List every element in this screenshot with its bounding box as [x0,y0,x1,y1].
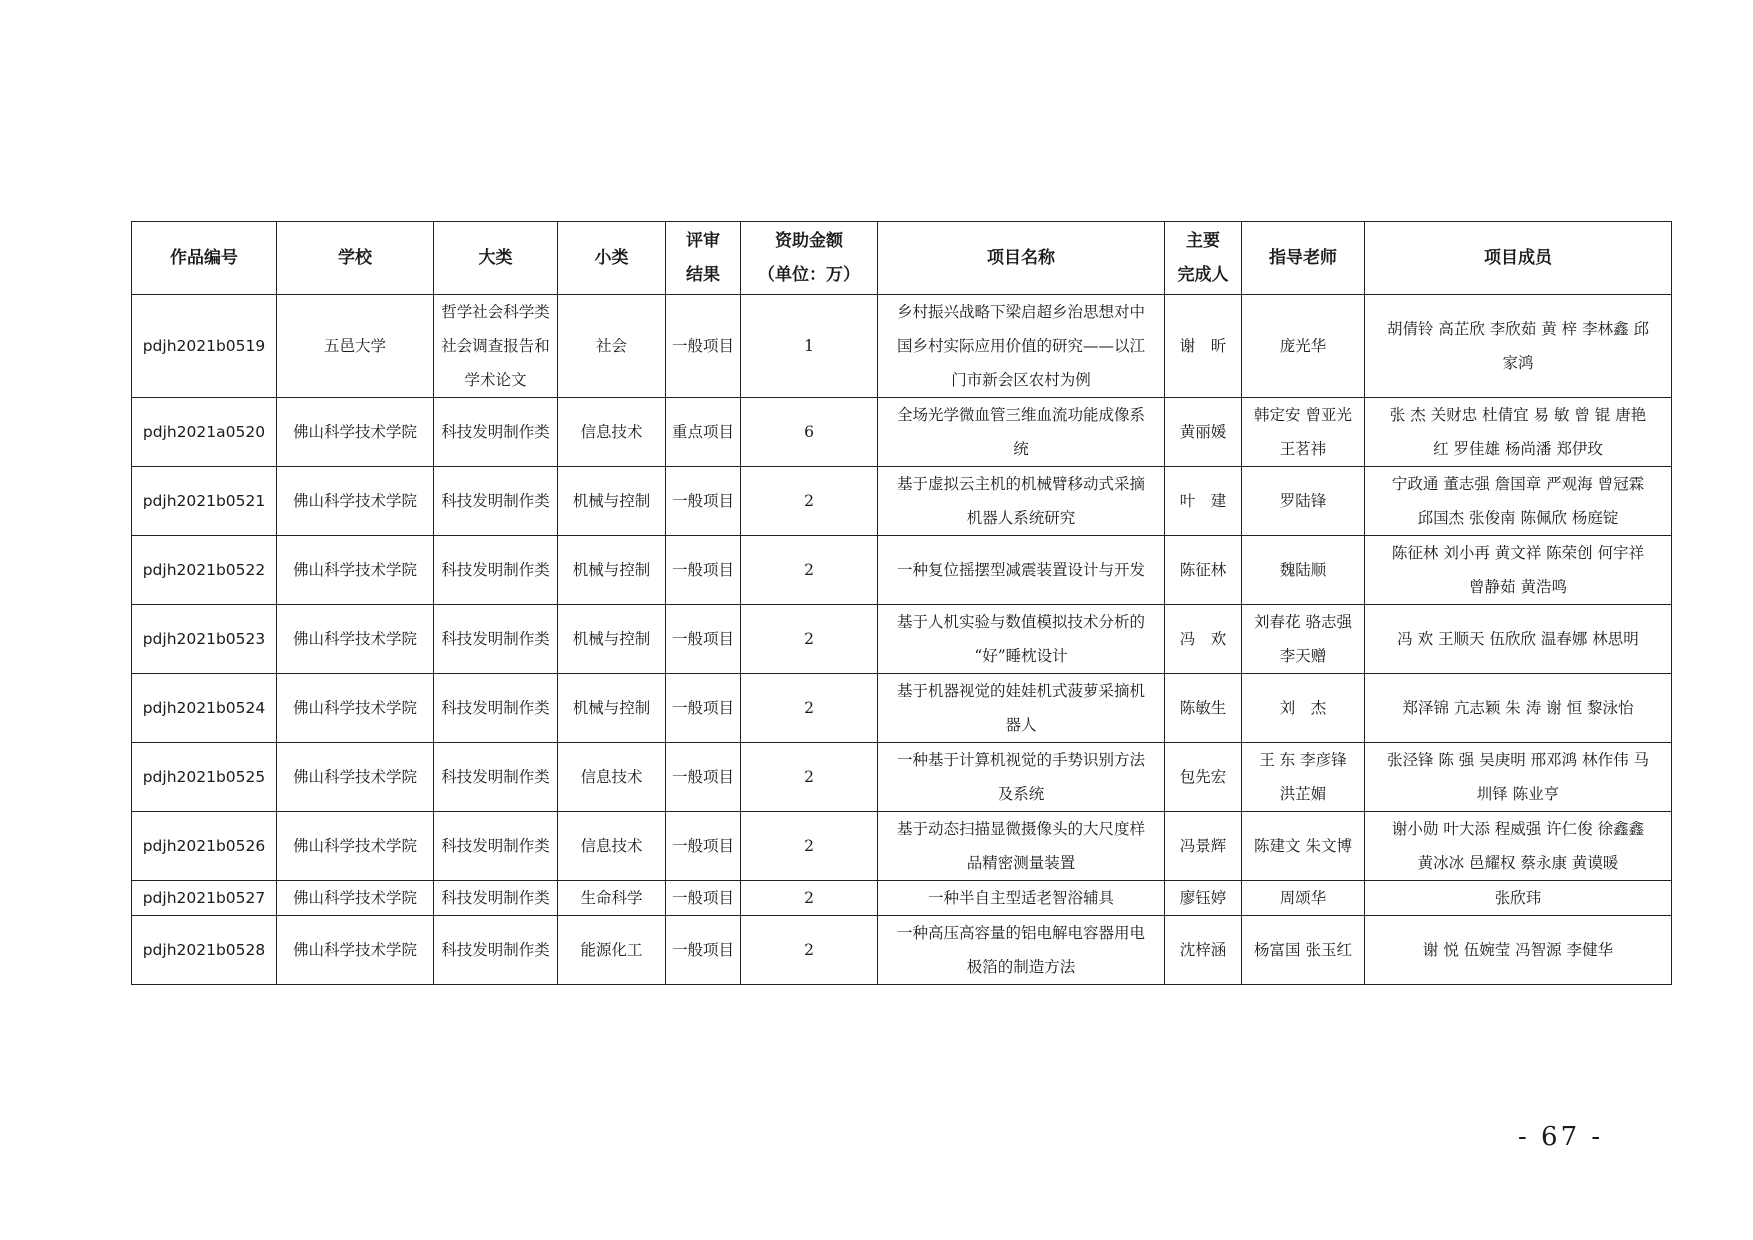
cell-amount: 2 [741,916,878,985]
cell-members [1365,674,1672,743]
table-row [132,295,1672,398]
cell-project-name [878,674,1165,743]
cell-advisor-line: 王 东 李彦锋 [1259,751,1347,769]
table-row [132,467,1672,536]
cell-category [434,295,558,398]
cell-category [434,812,558,881]
header-lead-line-2: 完成人 [1177,265,1229,285]
cell-code: pdjh2021b0523 [132,605,277,674]
cell-advisor [1242,881,1365,916]
cell-project-name-line: 品精密测量装置 [966,854,1076,872]
header-review-result [666,222,741,295]
cell-project-name-line: 一种基于计算机视觉的手势识别方法 [896,751,1145,769]
cell-school: 佛山科学技术学院 [277,605,434,674]
cell-category-line: 科技发明制作类 [441,423,550,441]
cell-members-line: 张 杰 关财忠 杜倩宜 易 敏 曾 锟 唐艳 [1389,406,1647,424]
cell-subcategory: 信息技术 [558,398,666,467]
cell-project-name-line: 乡村振兴战略下梁启超乡治思想对中 [896,303,1145,321]
cell-advisor [1242,743,1365,812]
cell-members-line: 黄冰冰 邑耀权 蔡永康 黄谟暖 [1417,854,1619,872]
cell-category [434,398,558,467]
cell-amount: 6 [741,398,878,467]
cell-review-result: 一般项目 [666,916,741,985]
cell-members [1365,812,1672,881]
cell-lead: 沈梓涵 [1165,916,1242,985]
cell-review-result: 一般项目 [666,812,741,881]
cell-lead: 冯 欢 [1165,605,1242,674]
table-row [132,536,1672,605]
cell-code: pdjh2021b0528 [132,916,277,985]
cell-category [434,881,558,916]
page-number: - 67 - [1518,1122,1604,1152]
cell-category-line: 科技发明制作类 [441,941,550,959]
cell-review-result: 一般项目 [666,881,741,916]
cell-advisor [1242,605,1365,674]
cell-category-line: 科技发明制作类 [441,889,550,907]
cell-members-line: 张欣玮 [1494,889,1542,907]
cell-amount: 2 [741,605,878,674]
header-amount [741,222,878,295]
cell-review-result: 一般项目 [666,536,741,605]
cell-project-name [878,743,1165,812]
cell-category-line: 科技发明制作类 [441,837,550,855]
cell-advisor-line: 庞光华 [1279,337,1327,355]
header-project: 项目名称 [878,222,1165,295]
cell-lead: 谢 昕 [1165,295,1242,398]
cell-code: pdjh2021b0527 [132,881,277,916]
cell-members-line: 郑泽锦 亢志颖 朱 涛 谢 恒 黎泳怡 [1402,699,1634,717]
cell-advisor [1242,295,1365,398]
cell-advisor [1242,536,1365,605]
cell-school: 佛山科学技术学院 [277,916,434,985]
cell-members [1365,743,1672,812]
cell-school: 佛山科学技术学院 [277,674,434,743]
cell-members [1365,467,1672,536]
cell-category [434,743,558,812]
cell-project-name [878,467,1165,536]
cell-project-name-line: 器人 [1005,716,1037,734]
cell-project-name [878,536,1165,605]
cell-advisor [1242,916,1365,985]
cell-advisor [1242,674,1365,743]
header-amount-line-2: （单位：万） [758,265,860,285]
cell-members [1365,605,1672,674]
header-amount-line-1: 资助金额 [775,231,843,251]
cell-category-line: 社会调查报告和 [441,337,550,355]
table-body [132,295,1672,985]
cell-advisor-line: 王茗祎 [1279,440,1327,458]
cell-members [1365,881,1672,916]
header-subcategory: 小类 [558,222,666,295]
cell-project-name-line: 基于虚拟云主机的机械臂移动式采摘 [896,475,1145,493]
header-review-line-2: 结果 [686,265,720,285]
cell-lead: 廖钰婷 [1165,881,1242,916]
cell-members-line: 宁政通 董志强 詹国章 严观海 曾冠霖 [1391,475,1645,493]
cell-code: pdjh2021b0525 [132,743,277,812]
cell-subcategory: 机械与控制 [558,605,666,674]
cell-project-name [878,812,1165,881]
cell-category [434,467,558,536]
cell-school: 佛山科学技术学院 [277,812,434,881]
cell-members-line: 圳铎 陈业亨 [1476,785,1560,803]
cell-code: pdjh2021b0522 [132,536,277,605]
grant-table [131,221,1672,985]
cell-category [434,674,558,743]
cell-project-name-line: 机器人系统研究 [966,509,1076,527]
cell-project-name-line: 一种高压高容量的铝电解电容器用电 [896,924,1145,942]
cell-review-result: 一般项目 [666,605,741,674]
header-row [132,222,1672,295]
cell-members-line: 红 罗佳雄 杨尚潘 郑伊玫 [1433,440,1603,458]
cell-members-line: 陈征林 刘小再 黄文祥 陈荣创 何宇祥 [1391,544,1645,562]
cell-school: 佛山科学技术学院 [277,467,434,536]
cell-code: pdjh2021b0521 [132,467,277,536]
cell-subcategory: 社会 [558,295,666,398]
cell-amount: 2 [741,536,878,605]
cell-project-name-line: 全场光学微血管三维血流功能成像系 [896,406,1145,424]
cell-project-name-line: 基于动态扫描显微摄像头的大尺度样 [896,820,1145,838]
cell-advisor [1242,812,1365,881]
cell-subcategory: 信息技术 [558,812,666,881]
cell-code: pdjh2021b0524 [132,674,277,743]
cell-school: 佛山科学技术学院 [277,881,434,916]
cell-review-result: 一般项目 [666,674,741,743]
cell-members-line: 冯 欢 王顺天 伍欣欣 温春娜 林思明 [1397,630,1639,648]
cell-project-name-line: 门市新会区农村为例 [951,371,1091,389]
cell-members [1365,536,1672,605]
cell-project-name [878,605,1165,674]
cell-lead: 包先宏 [1165,743,1242,812]
cell-category [434,916,558,985]
cell-advisor-line: 魏陆顺 [1279,561,1327,579]
cell-advisor [1242,467,1365,536]
cell-project-name-line: 极箔的制造方法 [966,958,1076,976]
cell-project-name-line: 基于人机实验与数值模拟技术分析的 [896,613,1145,631]
cell-advisor-line: 杨富国 张玉红 [1254,941,1352,959]
cell-category-line: 哲学社会科学类 [441,303,550,321]
cell-advisor-line: 洪芷媚 [1279,785,1327,803]
cell-project-name-line: 一种复位摇摆型减震装置设计与开发 [896,561,1145,579]
cell-advisor [1242,398,1365,467]
cell-members [1365,916,1672,985]
cell-review-result: 重点项目 [666,398,741,467]
cell-subcategory: 生命科学 [558,881,666,916]
cell-advisor-line: 刘 杰 [1279,699,1327,717]
cell-subcategory: 机械与控制 [558,674,666,743]
cell-advisor-line: 陈建文 朱文博 [1254,837,1352,855]
cell-school: 佛山科学技术学院 [277,536,434,605]
cell-members-line: 曾静茹 黄浩鸣 [1469,578,1567,596]
table-row [132,916,1672,985]
cell-category-line: 科技发明制作类 [441,699,550,717]
cell-amount: 2 [741,743,878,812]
header-lead [1165,222,1242,295]
header-members: 项目成员 [1365,222,1672,295]
table-row [132,605,1672,674]
cell-subcategory: 能源化工 [558,916,666,985]
cell-review-result: 一般项目 [666,467,741,536]
cell-members-line: 张泾锋 陈 强 吴庚明 邢邓鸿 林作伟 马 [1386,751,1650,769]
cell-subcategory: 信息技术 [558,743,666,812]
cell-lead: 叶 建 [1165,467,1242,536]
cell-amount: 2 [741,467,878,536]
cell-project-name [878,398,1165,467]
cell-project-name [878,881,1165,916]
cell-advisor-line: 韩定安 曾亚光 [1254,406,1352,424]
cell-category-line: 学术论文 [464,371,527,389]
cell-lead: 陈征林 [1165,536,1242,605]
header-review-line-1: 评审 [686,231,720,251]
header-advisor: 指导老师 [1242,222,1365,295]
cell-members-line: 家鸿 [1502,354,1534,372]
cell-code: pdjh2021b0519 [132,295,277,398]
cell-members-line: 邱国杰 张俊南 陈佩欣 杨庭锭 [1417,509,1619,527]
cell-category-line: 科技发明制作类 [441,492,550,510]
cell-school: 佛山科学技术学院 [277,743,434,812]
cell-members-line: 胡倩铃 高芷欣 李欣茹 黄 梓 李林鑫 邱 [1386,320,1650,338]
cell-amount: 2 [741,881,878,916]
cell-review-result: 一般项目 [666,743,741,812]
cell-school: 五邑大学 [277,295,434,398]
cell-category [434,605,558,674]
header-code: 作品编号 [132,222,277,295]
cell-lead: 冯景辉 [1165,812,1242,881]
cell-school: 佛山科学技术学院 [277,398,434,467]
cell-advisor-line: 刘春花 骆志强 [1254,613,1352,631]
cell-advisor-line: 李天赠 [1279,647,1327,665]
cell-code: pdjh2021b0526 [132,812,277,881]
table-row [132,881,1672,916]
header-category: 大类 [434,222,558,295]
table-row [132,812,1672,881]
cell-project-name [878,916,1165,985]
table-row [132,398,1672,467]
table-row [132,743,1672,812]
cell-members-line: 谢小勋 叶大添 程威强 许仁俊 徐鑫鑫 [1391,820,1645,838]
cell-amount: 1 [741,295,878,398]
cell-amount: 2 [741,674,878,743]
cell-members [1365,295,1672,398]
cell-advisor-line: 周颂华 [1279,889,1327,907]
table-row [132,674,1672,743]
header-school: 学校 [277,222,434,295]
cell-project-name-line: “好”睡枕设计 [974,647,1068,665]
cell-project-name-line: 及系统 [997,785,1045,803]
cell-category-line: 科技发明制作类 [441,630,550,648]
cell-project-name-line: 国乡村实际应用价值的研究——以江 [896,337,1145,355]
cell-category [434,536,558,605]
cell-members [1365,398,1672,467]
cell-project-name-line: 一种半自主型适老智浴辅具 [927,889,1114,907]
cell-project-name-line: 统 [1013,440,1029,458]
cell-project-name-line: 基于机器视觉的娃娃机式菠萝采摘机 [896,682,1145,700]
cell-amount: 2 [741,812,878,881]
cell-subcategory: 机械与控制 [558,536,666,605]
cell-category-line: 科技发明制作类 [441,768,550,786]
cell-project-name [878,295,1165,398]
header-lead-line-1: 主要 [1186,231,1220,251]
cell-category-line: 科技发明制作类 [441,561,550,579]
cell-subcategory: 机械与控制 [558,467,666,536]
cell-lead: 陈敏生 [1165,674,1242,743]
cell-members-line: 谢 悦 伍婉莹 冯智源 李健华 [1422,941,1614,959]
cell-code: pdjh2021a0520 [132,398,277,467]
cell-review-result: 一般项目 [666,295,741,398]
cell-advisor-line: 罗陆锋 [1279,492,1327,510]
cell-lead: 黄丽媛 [1165,398,1242,467]
